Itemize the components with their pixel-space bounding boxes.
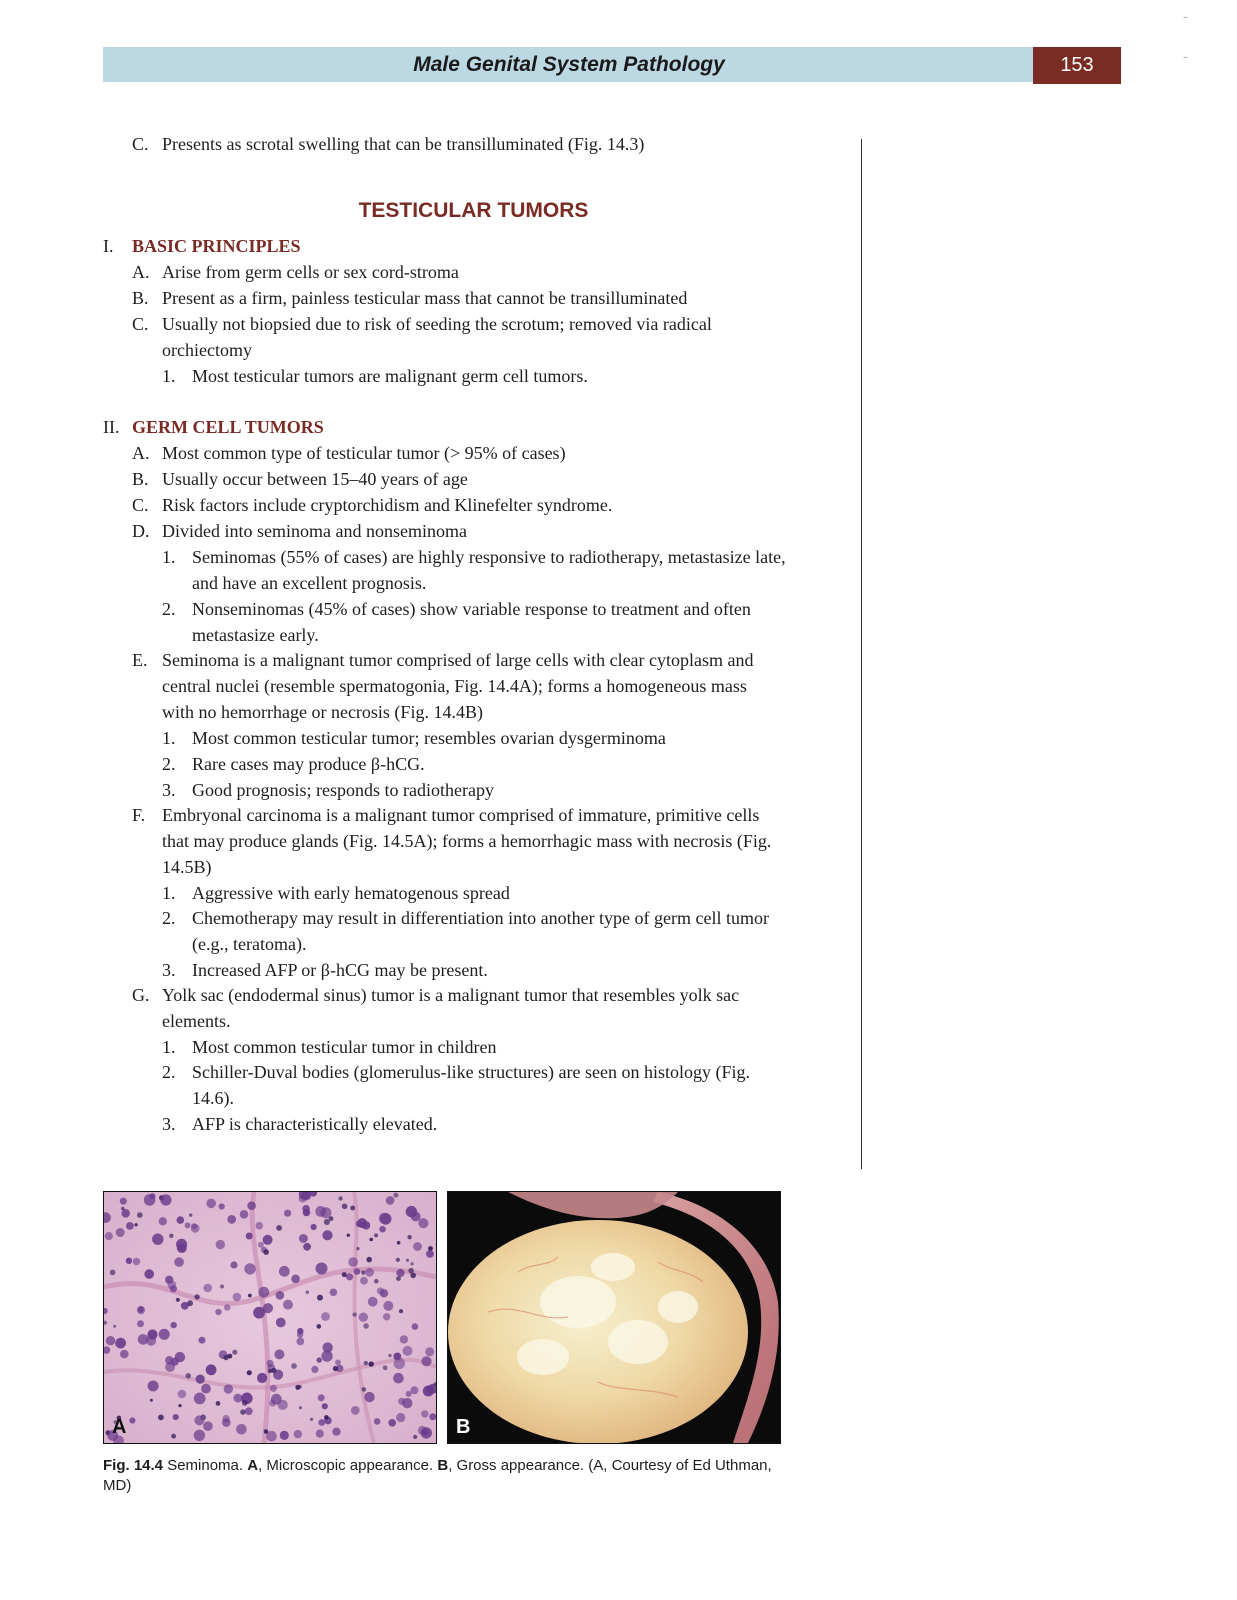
nucleus: [374, 1279, 379, 1284]
list-text: 14.5B): [162, 857, 212, 877]
nucleus: [270, 1385, 277, 1392]
list-text: Schiller-Duval bodies (glomerulus-like structures) are seen on histology (Fig.: [192, 1062, 751, 1082]
nucleus: [194, 1294, 199, 1299]
nucleus: [294, 1430, 302, 1438]
nucleus: [196, 1375, 205, 1384]
nucleus: [185, 1222, 191, 1228]
nucleus: [194, 1415, 204, 1425]
nucleus: [165, 1362, 175, 1372]
nucleus: [126, 1222, 134, 1230]
list-label: 2.: [162, 754, 176, 774]
nucleus: [356, 1247, 359, 1250]
list-text: Nonseminomas (45% of cases) show variable response to treatment and often: [192, 599, 751, 619]
list-label: 1.: [162, 1037, 176, 1057]
list-label: F.: [132, 805, 146, 825]
list-text: Present as a firm, painless testicular mass that cannot be transilluminated: [162, 288, 688, 308]
nucleus: [232, 1350, 237, 1355]
nucleus: [403, 1346, 413, 1356]
list-text: Divided into seminoma and nonseminoma: [162, 521, 467, 541]
nucleus: [264, 1429, 269, 1434]
running-header-title: Male Genital System Pathology: [413, 53, 725, 76]
caption-part-b: B: [437, 1457, 449, 1474]
nucleus: [120, 1350, 129, 1359]
nucleus: [359, 1313, 368, 1322]
nucleus: [356, 1221, 362, 1227]
list-text: Rare cases may produce β-hCG.: [192, 754, 425, 774]
nucleus: [386, 1196, 395, 1205]
nucleus: [224, 1384, 233, 1393]
list-text: Arise from germ cells or sex cord-stroma: [162, 262, 459, 282]
list-label: A.: [132, 262, 150, 282]
list-label: E.: [132, 650, 148, 670]
nucleus: [284, 1210, 291, 1217]
nucleus: [348, 1257, 358, 1267]
figure-14-4a-microscopic-image: [103, 1191, 437, 1444]
list-label: 2.: [162, 908, 176, 928]
nucleus: [279, 1266, 290, 1277]
list-label: 3.: [162, 1114, 176, 1134]
list-text: and have an excellent prognosis.: [192, 573, 427, 593]
nucleus: [317, 1357, 322, 1362]
nucleus: [256, 1222, 264, 1230]
list-text: metastasize early.: [192, 625, 319, 645]
nucleus: [302, 1205, 310, 1213]
nucleus: [115, 1338, 126, 1349]
nucleus: [322, 1403, 328, 1409]
nucleus: [222, 1415, 229, 1422]
nucleus: [121, 1207, 124, 1210]
list-label: B.: [132, 288, 149, 308]
nucleus: [412, 1323, 419, 1330]
figure-panel-label-a: A: [112, 1416, 127, 1438]
caption-part-a: A: [247, 1457, 259, 1474]
nucleus: [105, 1232, 113, 1240]
nucleus: [271, 1368, 276, 1373]
nucleus: [201, 1384, 211, 1394]
nucleus: [137, 1320, 144, 1327]
nucleus: [283, 1300, 293, 1310]
nucleus: [120, 1198, 127, 1205]
nucleus: [396, 1258, 400, 1262]
nucleus: [317, 1295, 323, 1301]
list-label: D.: [132, 521, 150, 541]
list-label: 1.: [162, 883, 176, 903]
nucleus: [361, 1271, 365, 1275]
nucleus: [176, 1298, 180, 1302]
list-label: 3.: [162, 780, 176, 800]
nucleus: [322, 1230, 332, 1240]
nucleus: [352, 1312, 356, 1316]
nucleus: [317, 1324, 322, 1329]
caption-text: , Gross appearance. (A, Courtesy of Ed Uthman,: [448, 1457, 772, 1474]
nucleus: [324, 1415, 329, 1420]
nucleus: [230, 1261, 237, 1268]
nucleus: [410, 1262, 413, 1265]
figure-caption: [103, 1456, 783, 1496]
list-text: with no hemorrhage or necrosis (Fig. 14.4B): [162, 702, 483, 722]
list-text: Good prognosis; responds to radiotherapy: [192, 780, 494, 800]
nucleus: [276, 1225, 282, 1231]
nucleus: [174, 1257, 184, 1267]
nucleus: [351, 1406, 360, 1415]
nucleus: [150, 1399, 153, 1402]
list-text: Usually not biopsied due to risk of seeding the scrotum; removed via radical: [162, 314, 712, 334]
list-text: Most testicular tumors are malignant germ cell tumors.: [192, 366, 588, 386]
nucleus: [113, 1325, 116, 1328]
nucleus: [315, 1206, 326, 1217]
nucleus: [362, 1387, 367, 1392]
nucleus: [171, 1322, 177, 1328]
list-text: Seminomas (55% of cases) are highly responsive to radiotherapy, metastasize late,: [192, 547, 786, 567]
nucleus: [296, 1338, 304, 1346]
nucleus: [178, 1404, 181, 1407]
nucleus: [258, 1287, 269, 1298]
nucleus: [368, 1297, 378, 1307]
nucleus: [426, 1250, 434, 1258]
nucleus: [410, 1386, 418, 1394]
nucleus: [203, 1284, 212, 1293]
nucleus: [421, 1410, 428, 1417]
nucleus: [396, 1269, 404, 1277]
nucleus: [240, 1210, 249, 1219]
list-label: G.: [132, 985, 150, 1005]
gross-specimen-illustration: [448, 1192, 780, 1443]
nucleus: [110, 1270, 116, 1276]
nucleus: [318, 1394, 325, 1401]
edge-mark: –: [1183, 12, 1188, 23]
list-text: Risk factors include cryptorchidism and Klinefelter syndrome.: [162, 495, 613, 515]
list-label: II.: [103, 417, 120, 437]
nucleus: [175, 1352, 185, 1362]
figure-14-4b-gross-image: [447, 1191, 781, 1444]
nucleus: [271, 1394, 282, 1405]
heading-basic-principles: BASIC PRINCIPLES: [132, 236, 301, 256]
list-text: Presents as scrotal swelling that can be transilluminated (Fig. 14.3): [162, 134, 645, 154]
nucleus: [160, 1194, 171, 1205]
nucleus: [346, 1273, 353, 1280]
nucleus: [137, 1212, 143, 1218]
nucleus: [365, 1268, 374, 1277]
list-label: 3.: [162, 960, 176, 980]
heading-germ-cell-tumors: GERM CELL TUMORS: [132, 417, 324, 437]
nucleus: [363, 1323, 369, 1329]
nucleus: [354, 1268, 361, 1275]
nucleus: [333, 1366, 338, 1371]
nucleus: [350, 1206, 355, 1211]
nucleus: [220, 1285, 224, 1289]
list-label: C.: [132, 134, 149, 154]
nucleus: [388, 1419, 396, 1427]
nucleus: [159, 1217, 167, 1225]
nucleus: [194, 1430, 205, 1441]
nucleus: [187, 1300, 193, 1306]
nucleus: [366, 1257, 372, 1263]
nucleus: [406, 1259, 409, 1262]
list-text: AFP is characteristically elevated.: [192, 1114, 438, 1134]
nucleus: [215, 1309, 221, 1315]
nucleus: [383, 1313, 390, 1320]
nucleus: [129, 1417, 135, 1423]
nucleus: [116, 1228, 125, 1237]
nucleus: [396, 1413, 405, 1422]
nucleus: [177, 1216, 185, 1224]
list-text: Embryonal carcinoma is a malignant tumor comprised of immature, primitive cells: [162, 805, 760, 825]
nucleus: [330, 1289, 338, 1297]
nucleus: [413, 1242, 422, 1251]
nucleus: [171, 1434, 176, 1439]
nucleus: [169, 1234, 173, 1238]
nucleus: [342, 1272, 347, 1277]
caption-text: Seminoma.: [163, 1457, 248, 1474]
nucleus: [425, 1347, 434, 1356]
nucleus: [173, 1414, 179, 1420]
nucleus: [276, 1318, 286, 1328]
nucleus: [178, 1390, 187, 1399]
nucleus: [342, 1204, 348, 1210]
nucleus: [407, 1235, 411, 1239]
nucleus: [106, 1336, 115, 1345]
list-text: Seminoma is a malignant tumor comprised of large cells with clear cytoplasm and: [162, 650, 754, 670]
list-label: 1.: [162, 547, 176, 567]
nucleus: [199, 1337, 206, 1344]
nucleus: [364, 1392, 374, 1402]
nucleus: [383, 1365, 388, 1370]
nucleus: [138, 1306, 144, 1312]
nucleus: [310, 1418, 313, 1421]
nucleus: [170, 1285, 177, 1292]
nucleus: [369, 1361, 374, 1366]
list-label: 1.: [162, 366, 176, 386]
nucleus: [236, 1424, 247, 1435]
nucleus: [191, 1224, 200, 1233]
nucleus: [224, 1304, 231, 1311]
nucleus: [306, 1291, 309, 1294]
list-label: 1.: [162, 728, 176, 748]
nucleus: [421, 1356, 431, 1366]
nucleus: [429, 1413, 436, 1420]
nucleus: [267, 1360, 274, 1367]
nucleus: [186, 1373, 191, 1378]
nucleus: [398, 1398, 405, 1405]
nucleus: [263, 1235, 273, 1245]
nucleus: [297, 1328, 303, 1334]
nucleus: [383, 1301, 393, 1311]
list-label: A.: [132, 443, 150, 463]
nucleus: [227, 1215, 236, 1224]
section-title: TESTICULAR TUMORS: [358, 199, 589, 222]
nucleus: [335, 1360, 341, 1366]
nucleus: [242, 1400, 248, 1406]
nucleus: [374, 1418, 381, 1425]
nucleus: [152, 1234, 163, 1245]
nucleus: [244, 1263, 255, 1274]
margin-rule: [861, 139, 862, 1169]
nucleus: [246, 1233, 253, 1240]
nucleus: [329, 1216, 334, 1221]
nucleus: [159, 1329, 170, 1340]
edge-mark: –: [1183, 52, 1188, 63]
nucleus: [406, 1206, 417, 1217]
nucleus: [374, 1233, 378, 1237]
nucleus: [240, 1409, 245, 1414]
nucleus: [291, 1363, 297, 1369]
nucleus: [247, 1201, 256, 1210]
nucleus: [158, 1415, 164, 1421]
nucleus: [311, 1366, 318, 1373]
nucleus: [248, 1294, 252, 1298]
nucleus: [332, 1428, 340, 1436]
list-text: that may produce glands (Fig. 14.5A); forms a hemorrhagic mass with necrosis (Fig.: [162, 831, 772, 851]
list-text: Most common testicular tumor; resembles ovarian dysgerminoma: [192, 728, 666, 748]
nucleus: [323, 1342, 333, 1352]
nucleus: [133, 1258, 140, 1265]
nucleus: [280, 1431, 289, 1440]
nucleus: [347, 1234, 350, 1237]
list-label: 2.: [162, 599, 176, 619]
caption-fig-label: Fig. 14.4: [103, 1457, 164, 1474]
nucleus: [291, 1275, 300, 1284]
nucleus: [203, 1421, 213, 1431]
nucleus: [177, 1243, 187, 1253]
list-text: central nuclei (resemble spermatogonia, Fig. 14.4A); forms a homogeneous mass: [162, 676, 747, 696]
nucleus: [406, 1391, 412, 1397]
nucleus: [338, 1196, 342, 1200]
nucleus: [219, 1203, 225, 1209]
nucleus: [303, 1243, 311, 1251]
nucleus: [369, 1238, 373, 1242]
nucleus: [206, 1199, 216, 1209]
nucleus: [126, 1258, 132, 1264]
nucleus: [274, 1349, 284, 1359]
caption-text: , Microscopic appearance.: [258, 1457, 438, 1474]
nucleus: [263, 1249, 269, 1255]
nucleus: [299, 1406, 302, 1409]
nucleus: [311, 1224, 317, 1230]
list-text: Most common testicular tumor in children: [192, 1037, 497, 1057]
list-text: Aggressive with early hematogenous spread: [192, 883, 510, 903]
nucleus: [360, 1277, 368, 1285]
nucleus: [144, 1269, 154, 1279]
nucleus: [318, 1419, 325, 1426]
nucleus: [316, 1263, 328, 1275]
nucleus: [227, 1354, 232, 1359]
nucleus: [276, 1291, 285, 1300]
nucleus: [253, 1307, 265, 1319]
nucleus: [233, 1293, 242, 1302]
list-label: 2.: [162, 1062, 176, 1082]
nucleus: [247, 1370, 252, 1375]
nucleus: [388, 1354, 391, 1357]
nucleus: [257, 1373, 267, 1383]
nucleus: [413, 1435, 417, 1439]
nucleus: [364, 1361, 368, 1365]
nucleus: [379, 1226, 386, 1233]
nucleus: [321, 1312, 330, 1321]
nucleus: [189, 1213, 192, 1216]
list-text: orchiectomy: [162, 340, 252, 360]
nucleus: [206, 1364, 217, 1375]
nucleus: [245, 1407, 253, 1415]
list-text: Most common type of testicular tumor (> 95% of cases): [162, 443, 566, 463]
nucleus: [394, 1358, 405, 1369]
nucleus: [393, 1373, 404, 1384]
nucleus: [316, 1430, 324, 1438]
nucleus: [216, 1240, 225, 1249]
nucleus: [418, 1426, 427, 1435]
list-text: (e.g., teratoma).: [192, 934, 307, 954]
histology-illustration: [104, 1192, 436, 1443]
nucleus: [134, 1223, 137, 1226]
nucleus: [418, 1218, 428, 1228]
nucleus: [148, 1381, 159, 1392]
figure-panel-label-b: B: [456, 1416, 471, 1438]
nucleus: [400, 1335, 408, 1343]
nucleus: [258, 1242, 264, 1248]
list-label: C.: [132, 495, 149, 515]
nucleus: [144, 1194, 156, 1206]
caption-text: MD): [103, 1477, 132, 1494]
list-text: Increased AFP or β-hCG may be present.: [192, 960, 488, 980]
nucleus: [399, 1309, 403, 1313]
list-label: C.: [132, 314, 149, 334]
page-number: 153: [1033, 47, 1121, 84]
list-text: Usually occur between 15–40 years of age: [162, 469, 468, 489]
nucleus: [216, 1401, 221, 1406]
list-text: Chemotherapy may result in differentiation into another type of germ cell tumor: [192, 908, 770, 928]
nucleus: [410, 1273, 416, 1279]
nucleus: [380, 1213, 392, 1225]
nucleus: [298, 1385, 302, 1389]
nucleus: [393, 1193, 398, 1198]
nucleus: [397, 1241, 401, 1245]
list-text: elements.: [162, 1011, 231, 1031]
list-label: I.: [103, 236, 114, 256]
list-text: 14.6).: [192, 1088, 234, 1108]
nucleus: [299, 1234, 308, 1243]
list-label: B.: [132, 469, 149, 489]
list-text: Yolk sac (endodermal sinus) tumor is a malignant tumor that resembles yolk sac: [162, 985, 740, 1005]
nucleus: [426, 1386, 434, 1394]
nucleus: [146, 1335, 156, 1345]
nucleus: [377, 1287, 384, 1294]
nucleus: [194, 1393, 206, 1405]
